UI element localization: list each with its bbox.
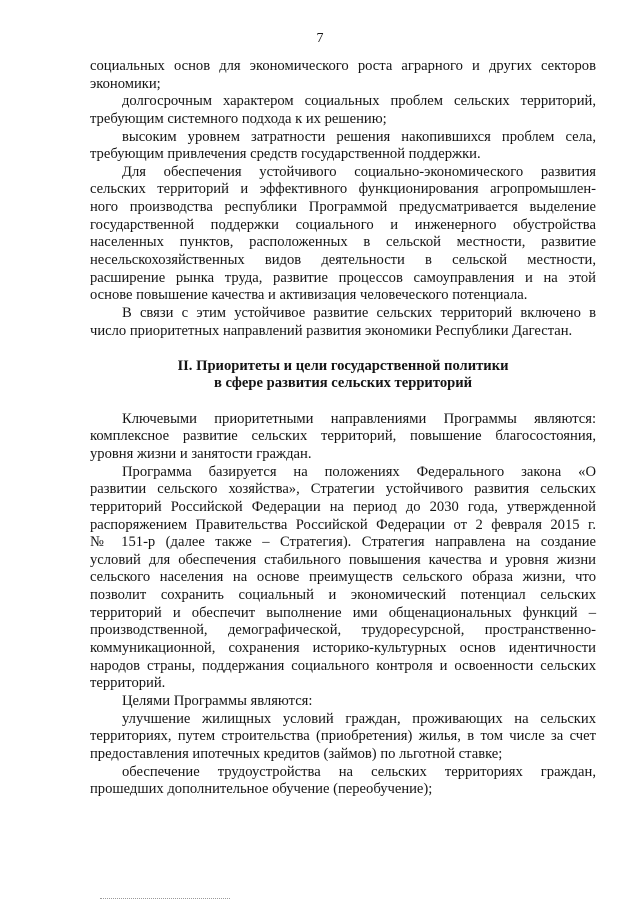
page-body	[90, 58, 596, 799]
footer-divider	[100, 898, 230, 899]
text-line: производственной, демографической, трудоресурсной, пространственно-	[90, 622, 596, 639]
text-line: условий для обеспечения стабильного повышения качества и уровня жизни	[90, 551, 596, 568]
text-line: сельских территорий и эффективного функционирования агропромышлен-	[90, 181, 596, 198]
text-line: сельского населения на основе преимуществ сельского образа жизни, что	[90, 569, 596, 586]
text-line: уровня жизни и занятости граждан.	[90, 446, 312, 462]
text-line: долгосрочным характером социальных проблем сельских территорий,	[122, 93, 596, 110]
text-line: территорий.	[90, 675, 166, 692]
text-line: требующим привлечения средств государственной поддержки.	[90, 146, 481, 163]
text-line: государственной поддержки социального и инженерного обустройства	[90, 216, 596, 233]
text-line: территориях, путем строительства (приобретения) жилья, в том числе за счет	[90, 728, 596, 745]
text-line: народов страны, поддержания социального контроля и освоенности сельских	[90, 657, 596, 674]
text-line: Программа базируется на положениях Федерального закона «О	[122, 463, 596, 480]
section-gap	[90, 340, 596, 358]
text-line: требующим системного подхода к их решению;	[90, 110, 387, 127]
text-line: несельскохозяйственных видов деятельности в сельской местности,	[90, 252, 596, 269]
text-line: ного производства республики Программой предусматривается выделение	[90, 199, 596, 216]
text-line: территорий и обеспечит выполнение ими общенациональных функций –	[90, 604, 596, 621]
text-line: Целями Программы являются:	[122, 692, 313, 709]
text-line: улучшение жилищных условий граждан, проживающих на сельских	[122, 710, 596, 727]
text-line: социальных основ для экономического роста аграрного и других секторов	[90, 58, 596, 74]
section-heading: в сфере развития сельских территорий	[213, 375, 473, 392]
text-line: коммуникационной, сохранения историко-культурных основ идентичности	[90, 640, 596, 657]
text-line: позволит сохранить социальный и экономический потенциал сельских	[90, 587, 596, 604]
section-heading: II. Приоритеты и цели государственной политики	[177, 357, 509, 374]
text-line: основе повышение качества и активизация человеческого потенциала.	[90, 287, 528, 304]
text-line: Ключевыми приоритетными направлениями Программы являются:	[122, 410, 596, 427]
text-line: В связи с этим устойчивое развитие сельских территорий включено в	[122, 304, 596, 321]
text-line: населенных пунктов, расположенных в сельской местности, развитие	[90, 234, 596, 251]
text-line: экономики;	[90, 75, 161, 92]
text-line: число приоритетных направлений развития экономики Республики Дагестан.	[90, 322, 573, 339]
text-line: прошедших дополнительное обучение (переобучение);	[90, 781, 433, 798]
text-line: обеспечение трудоустройства на сельских территориях граждан,	[122, 763, 596, 780]
page-number: 7	[316, 31, 324, 46]
text-line: территорий Российской Федерации на период до 2030 года, утвержденной	[90, 498, 596, 515]
text-line: Для обеспечения устойчивого социально-экономического развития	[122, 163, 596, 180]
text-line: расширение рынка труда, развитие процессов самоуправления и на этой	[90, 269, 596, 286]
text-line: высоким уровнем затратности решения накопившихся проблем села,	[122, 128, 596, 145]
text-line: развитии сельского хозяйства», Стратегии устойчивого развития сельских	[90, 481, 596, 498]
section-gap	[90, 393, 596, 411]
text-line: комплексное развитие сельских территорий, повышение благосостояния,	[90, 428, 596, 445]
text-line: распоряжением Правительства Российской Федерации от 2 февраля 2015 г.	[90, 516, 596, 533]
text-line: предоставления ипотечных кредитов (займов) по льготной ставке;	[90, 745, 503, 762]
text-line: № 151-р (далее также – Стратегия). Стратегия направлена на создание	[90, 534, 596, 551]
